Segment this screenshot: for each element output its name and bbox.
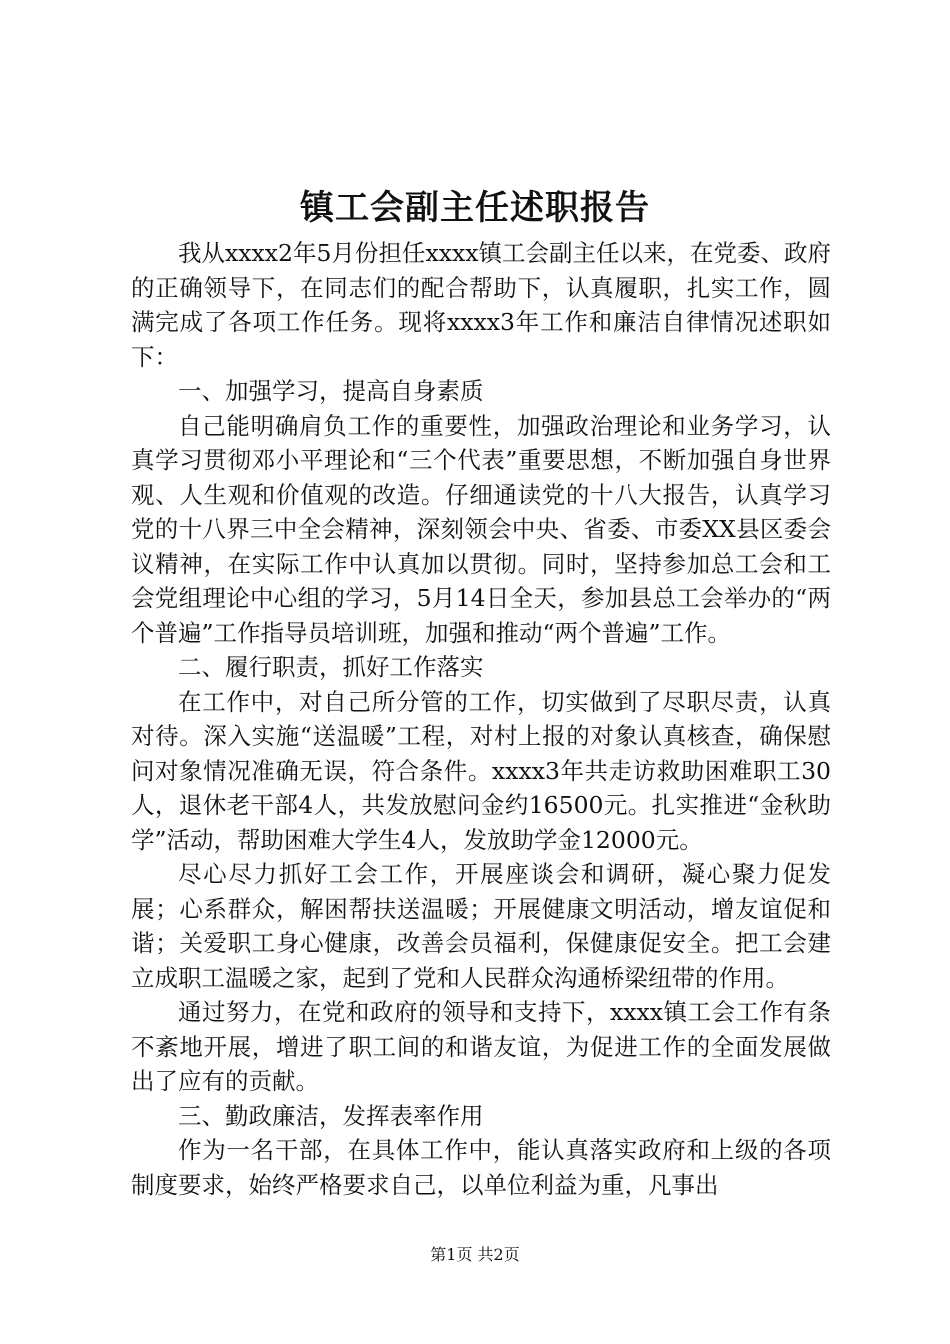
duties-paragraph: 在工作中，对自己所分管的工作，切实做到了尽职尽责，认真对待。深入实施“送温暖”工程，对村上报的对象认真核查，确保慰问对象情况准确无误，符合条件。xxxx3年共走访救助困难职工30人，退休老干部4人，共发放慰问金约16500元。扎实推进“金秋助学”活动，帮助困难大学生4人，发放助学金12000元。 xyxy=(131,687,831,854)
section-heading-duties: 二、履行职责，抓好工作落实 xyxy=(178,653,484,681)
page-footer: 第1页 共2页 xyxy=(430,1245,520,1264)
document-title: 镇工会副主任述职报告 xyxy=(300,188,650,228)
integrity-paragraph: 作为一名干部，在具体工作中，能认真落实政府和上级的各项制度要求，始终严格要求自己，以单位利益为重，凡事出 xyxy=(131,1136,831,1199)
section-heading-study: 一、加强学习，提高自身素质 xyxy=(178,377,484,405)
union-work-paragraph: 尽心尽力抓好工会工作，开展座谈会和调研，凝心聚力促发展；心系群众，解困帮扶送温暖；开展健康文明活动，增友谊促和谐；关爱职工身心健康，改善会员福利，保健康促安全。把工会建立成职工温暖之家，起到了党和人民群众沟通桥梁纽带的作用。 xyxy=(131,860,831,992)
document-body xyxy=(131,236,831,1202)
results-paragraph: 通过努力，在党和政府的领导和支持下，xxxx镇工会工作有条不紊地开展，增进了职工间的和谐友谊，为促进工作的全面发展做出了应有的贡献。 xyxy=(131,998,831,1095)
intro-paragraph: 我从xxxx2年5月份担任xxxx镇工会副主任以来，在党委、政府的正确领导下，在同志们的配合帮助下，认真履职，扎实工作，圆满完成了各项工作任务。现将xxxx3年工作和廉洁自律情况述职如下： xyxy=(131,239,831,371)
section-heading-integrity: 三、勤政廉洁，发挥表率作用 xyxy=(178,1101,484,1130)
study-paragraph: 自己能明确肩负工作的重要性，加强政治理论和业务学习，认真学习贯彻邓小平理论和“三个代表”重要思想，不断加强自身世界观、人生观和价值观的改造。仔细通读党的十八大报告，认真学习党的十八界三中全会精神，深刻领会中央、省委、市委XX县区委会议精神，在实际工作中认真加以贯彻。同时，坚持参加总工会和工会党组理论中心组的学习，5月14日全天，参加县总工会举办的“两个普遍”工作指导员培训班，加强和推动“两个普遍”工作。 xyxy=(131,411,831,647)
